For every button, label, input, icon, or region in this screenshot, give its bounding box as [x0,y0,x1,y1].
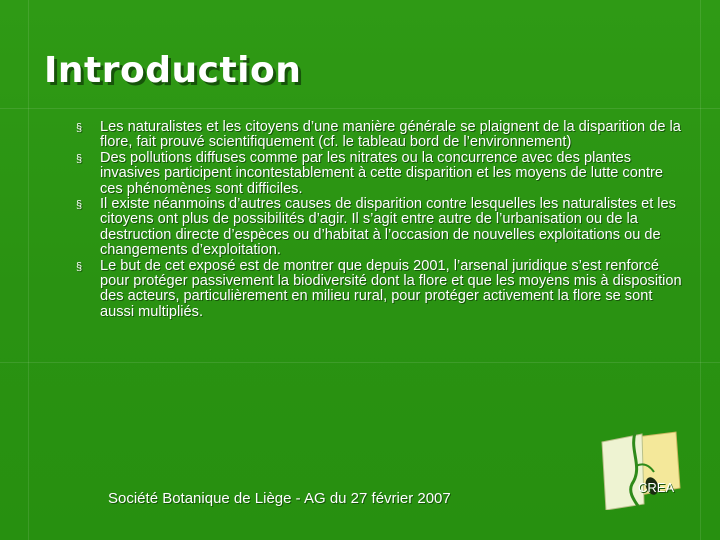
bullet-item [76,120,686,151]
bullet-text: Il existe néanmoins d’autres causes de disparition contre lesquelles les naturalistes et les citoyens ont plus de possibilités d’agir. Il s’agit entre autre de l’urbanisation ou de la destruction directe d’espèces ou d’habitat à l’occasion de nouvelles exploitations ou de changements d’exploitation. [100,196,676,259]
bullet-item [76,259,686,321]
bullet-text: Le but de cet exposé est de montrer que depuis 2001, l’arsenal juridique s’est renforcé pour protéger passivement la biodiversité dont la flore et que les moyens mis à disposition des acteurs, particulièrement en milieu rural, pour protéger activement la flore se sont aussi multipliés. [100,257,682,320]
logo-text: CREA [638,480,675,495]
bullet-text: Des pollutions diffuses comme par les nitrates ou la concurrence avec des plantes invasives participent incontestablement à cette disparition et les moyens de lutte contre ces phénomènes sont difficiles. [100,149,663,197]
decorative-line [0,108,720,109]
decorative-line [0,362,720,363]
bullet-item [76,151,686,197]
document-leaf-logo-icon [598,426,698,510]
bullet-list [76,120,686,320]
bullet-text: Les naturalistes et les citoyens d’une manière générale se plaignent de la disparition de la flore, fait prouvé scientifiquement (cf. le tableau bord de l’environnement) [100,119,681,151]
bullet-item [76,197,686,259]
slide-title: Introduction [44,50,302,91]
bullet-marker-icon: § [76,122,83,134]
bullet-marker-icon: § [76,199,83,212]
decorative-line [700,0,701,540]
decorative-line [28,0,29,540]
bullet-marker-icon: § [76,260,83,273]
footer-text: Société Botanique de Liège - AG du 27 février 2007 [108,490,451,507]
bullet-marker-icon: § [76,152,83,165]
